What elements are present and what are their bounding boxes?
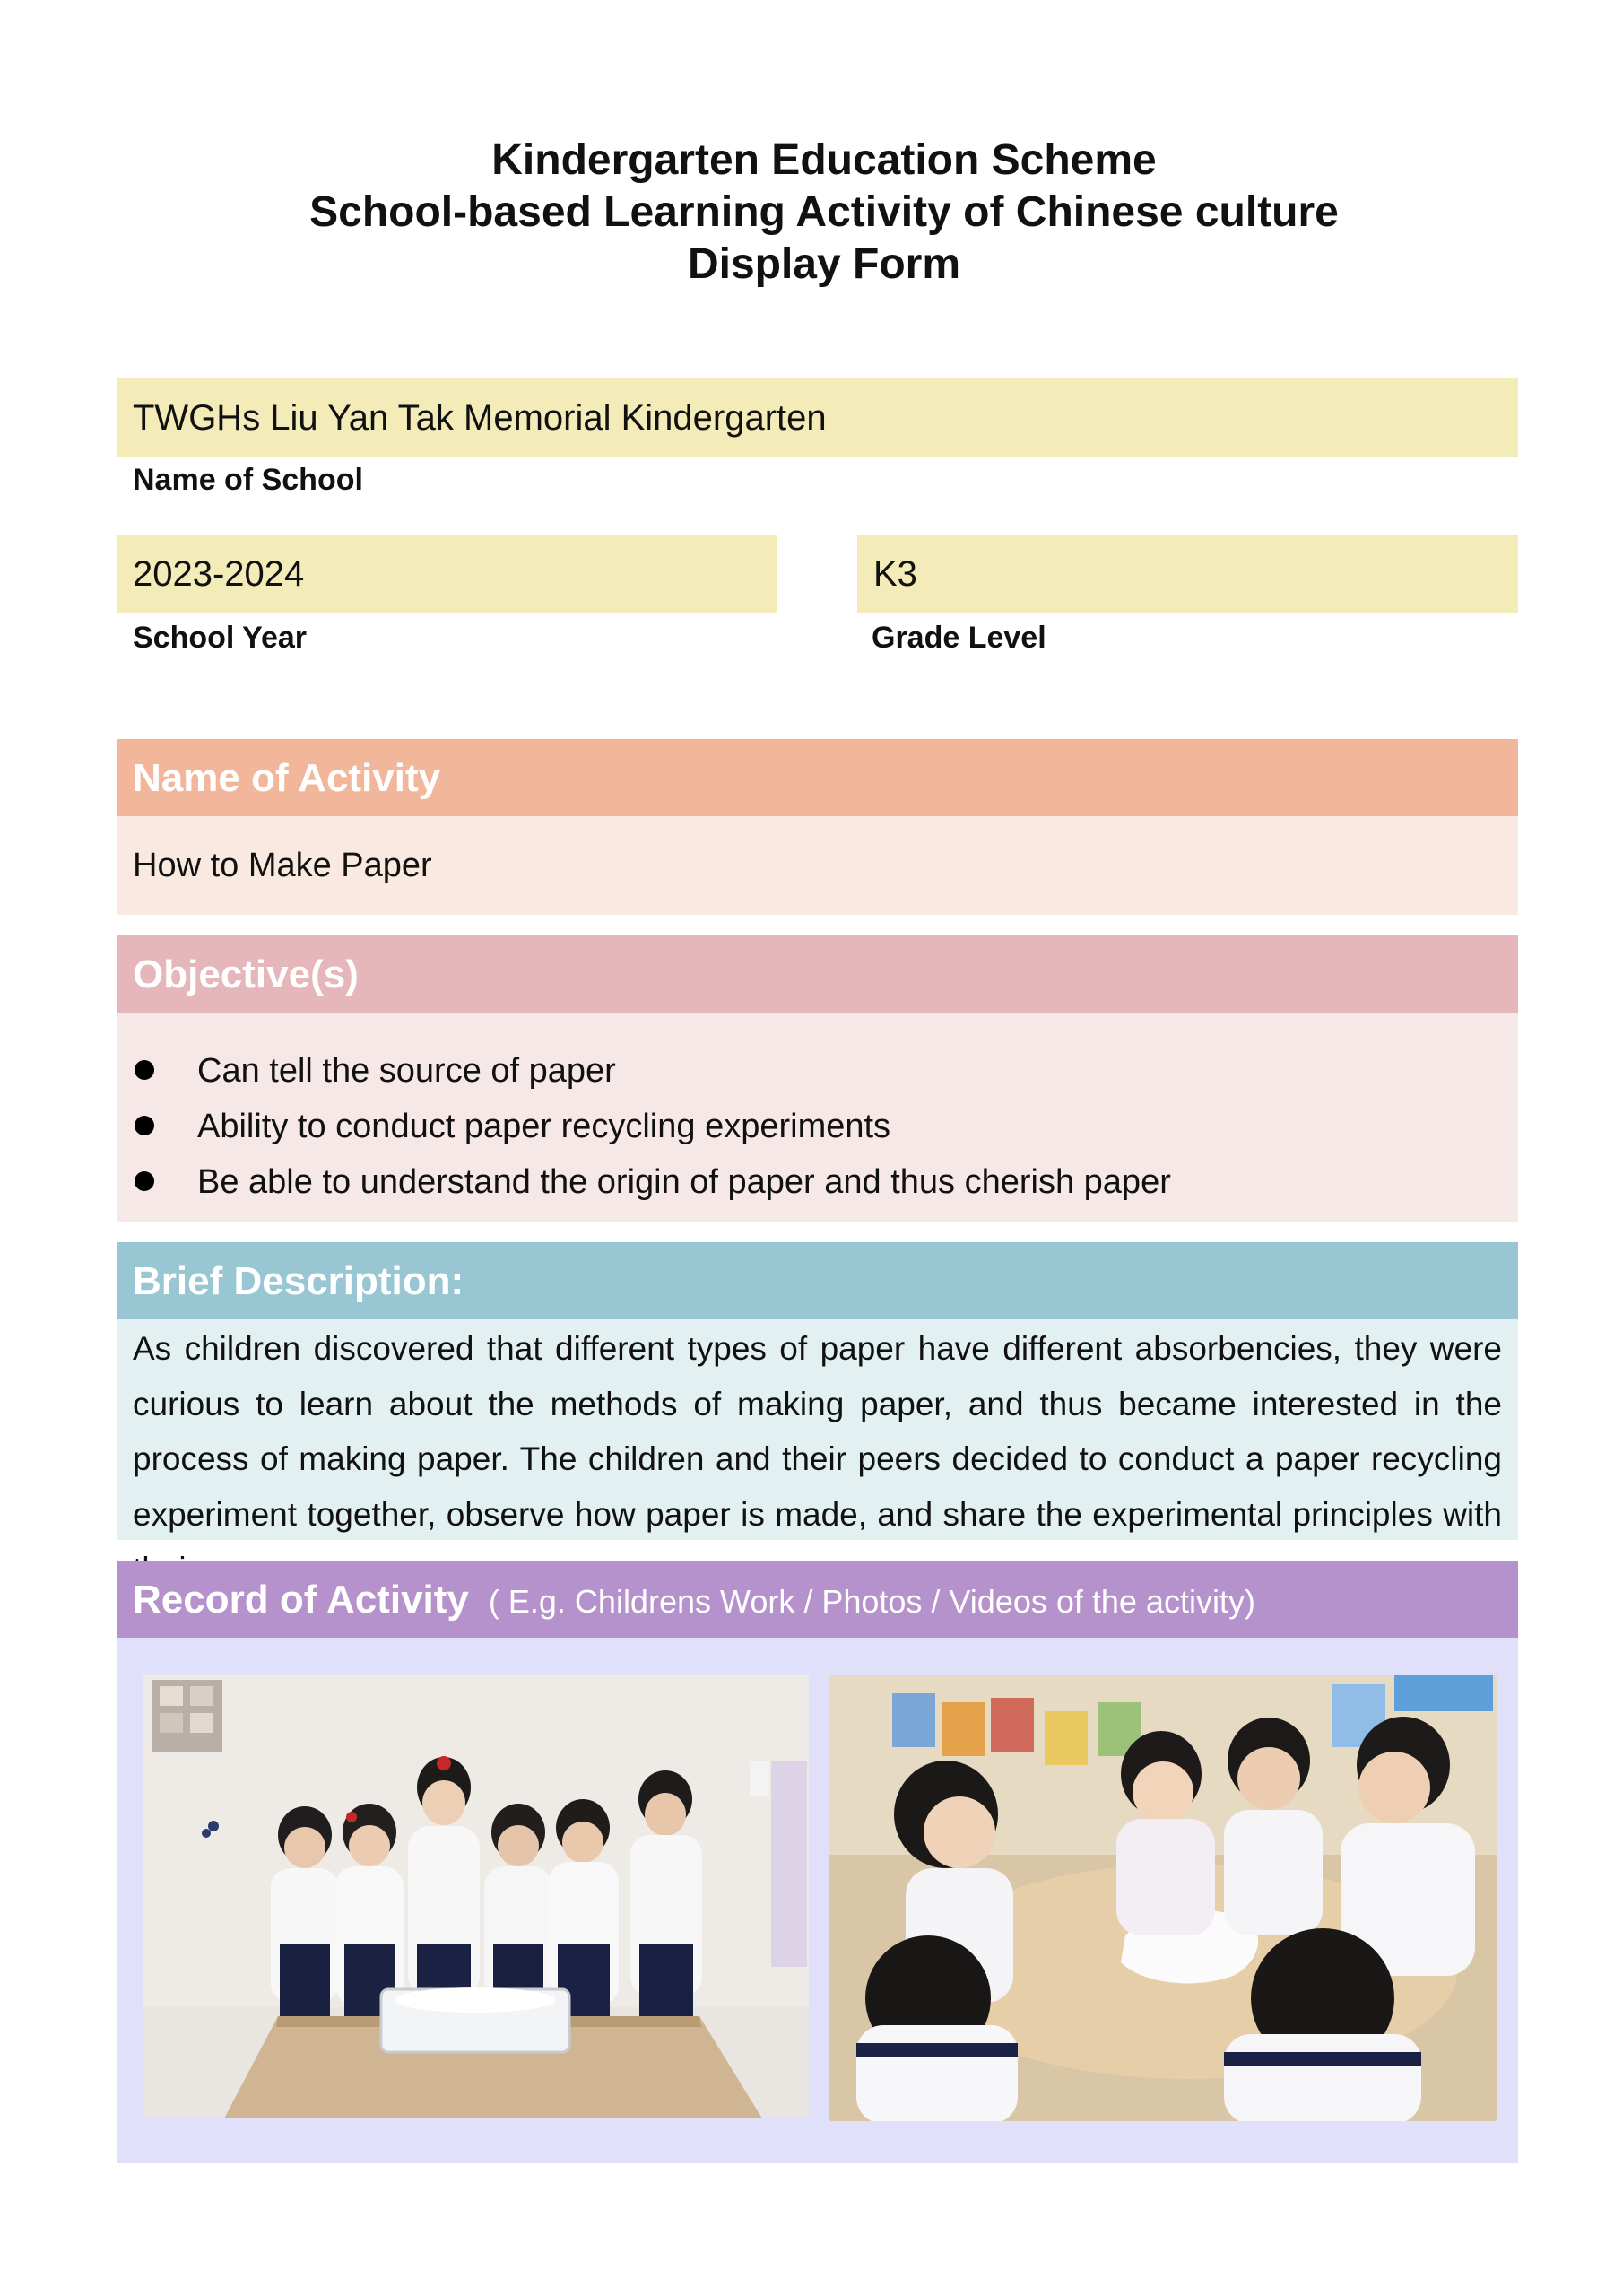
record-heading — [117, 1561, 1518, 1638]
title-line-scheme: Kindergarten Education Scheme — [491, 136, 1157, 184]
activity-heading: Name of Activity — [117, 739, 1518, 816]
school-name-label: Name of School — [133, 463, 363, 497]
form-title — [0, 135, 1623, 291]
objective-item: Be able to understand the origin of paper and thus cherish paper — [117, 1154, 1518, 1210]
activity-name-value: How to Make Paper — [117, 816, 1518, 915]
school-year-label: School Year — [133, 621, 308, 655]
title-line-activity: School-based Learning Activity of Chinese culture — [309, 188, 1339, 236]
bullet-icon — [135, 1116, 154, 1135]
title-line-form: Display Form — [687, 240, 961, 288]
record-heading-text: Record of Activity — [133, 1578, 469, 1622]
objectives-list — [117, 1013, 1518, 1210]
school-name-field: TWGHs Liu Yan Tak Memorial Kindergarten — [117, 378, 1518, 457]
grade-level-label: Grade Level — [872, 621, 1046, 655]
bullet-icon — [135, 1171, 154, 1191]
activity-photo-table — [829, 1675, 1497, 2121]
description-heading: Brief Description: — [117, 1242, 1518, 1319]
objectives-body — [117, 1013, 1518, 1222]
objective-item: Ability to conduct paper recycling experiments — [117, 1099, 1518, 1154]
objective-item: Can tell the source of paper — [117, 1043, 1518, 1099]
record-hint: ( E.g. Childrens Work / Photos / Videos of the activity) — [488, 1583, 1255, 1620]
school-year-field: 2023-2024 — [117, 535, 777, 613]
description-text: As children discovered that different types of paper have different absorbencies, they were curious to learn about the methods of making paper, and thus became interested in the process of making paper. The children and their peers decided to conduct a paper recycling experiment together, observe how paper is made, and share the experimental principles with — [117, 1319, 1518, 1540]
bullet-icon — [135, 1060, 154, 1080]
grade-level-field: K3 — [857, 535, 1518, 613]
objectives-heading: Objective(s) — [117, 935, 1518, 1013]
activity-photo-group — [143, 1675, 809, 2118]
